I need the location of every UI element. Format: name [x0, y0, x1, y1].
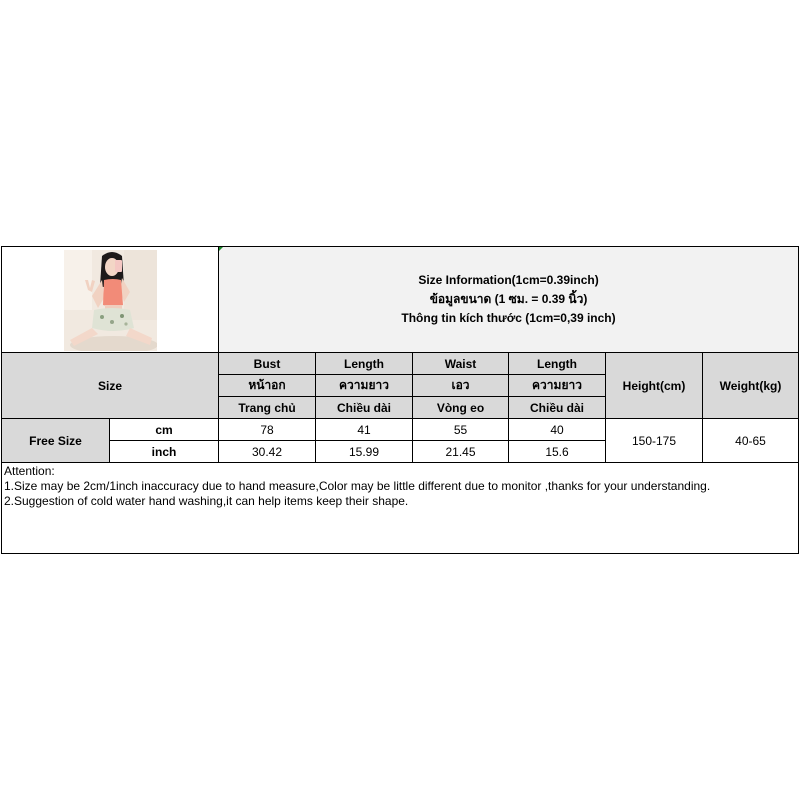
value-cm-waist: 55 [413, 419, 509, 441]
attention-line-2: 2.Suggestion of cold water hand washing,it can help items keep their shape. [4, 494, 409, 508]
value-inch-bust: 30.42 [219, 441, 316, 463]
col-header-weight: Weight(kg) [703, 353, 799, 419]
col-header-length-en: Length [316, 353, 413, 375]
size-information-cell [219, 247, 799, 353]
attention-title: Attention: [4, 464, 55, 478]
col-header-length-vi: Chiều dài [316, 397, 413, 419]
size-chart [1, 246, 798, 554]
value-cm-bust: 78 [219, 419, 316, 441]
col-header-bust-vi: Trang chủ [219, 397, 316, 419]
info-line-vietnamese: Thông tin kích thước (1cm=0,39 inch) [401, 311, 616, 325]
value-inch-length: 15.99 [316, 441, 413, 463]
col-header-waist-en: Waist [413, 353, 509, 375]
col-header-length2-vi: Chiều dài [509, 397, 606, 419]
col-header-waist-th: เอว [413, 375, 509, 397]
value-cm-length2: 40 [509, 419, 606, 441]
unit-inch: inch [110, 441, 219, 463]
col-header-length2-th: ความยาว [509, 375, 606, 397]
col-header-length-th: ความยาว [316, 375, 413, 397]
info-line-thai: ข้อมูลขนาด (1 ซม. = 0.39 นิ้ว) [429, 292, 588, 306]
value-inch-waist: 21.45 [413, 441, 509, 463]
col-header-waist-vi: Vòng eo [413, 397, 509, 419]
model-photo-illustration [64, 250, 157, 351]
col-header-height: Height(cm) [606, 353, 703, 419]
model-photo [64, 250, 157, 351]
photo-cell [2, 247, 219, 353]
value-inch-length2: 15.6 [509, 441, 606, 463]
value-cm-length: 41 [316, 419, 413, 441]
value-height: 150-175 [606, 419, 703, 463]
col-header-bust-en: Bust [219, 353, 316, 375]
attention-notes [2, 463, 799, 554]
col-header-bust-th: หน้าอก [219, 375, 316, 397]
attention-line-1: 1.Size may be 2cm/1inch inaccuracy due to hand measure,Color may be little different due to monitor ,thanks for your understanding. [4, 479, 711, 493]
size-name-cell: Free Size [2, 419, 110, 463]
size-table [1, 246, 799, 554]
cell-marker-icon [219, 247, 223, 251]
size-header: Size [2, 353, 219, 419]
unit-cm: cm [110, 419, 219, 441]
value-weight: 40-65 [703, 419, 799, 463]
info-line-english: Size Information(1cm=0.39inch) [418, 273, 599, 287]
col-header-length2-en: Length [509, 353, 606, 375]
